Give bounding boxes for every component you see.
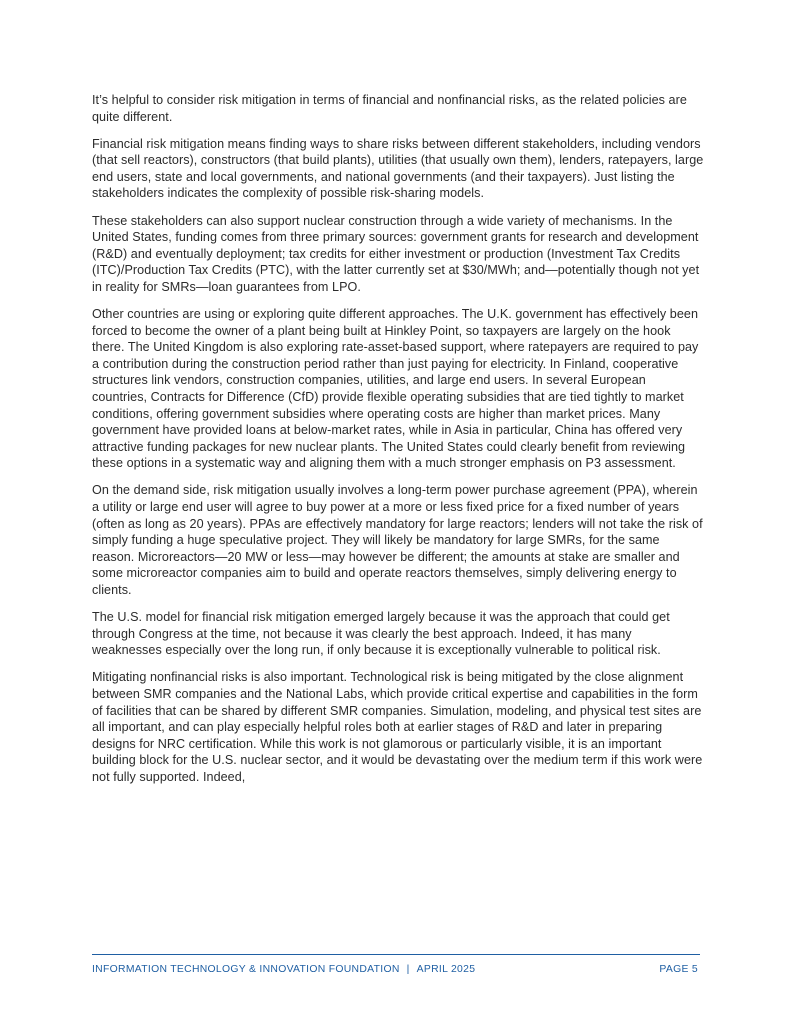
paragraph: Financial risk mitigation means finding ways to share risks between different stakeholders, including vendors (that sell reactors), constructors (that build plants), utilities (that usually own them), lenders, ratepayers, large end users, state and local governments, and national governments (and their taxpayers). Just listing the stakeholders indicates the complexity of possible risk-sharing models.	[92, 136, 704, 201]
footer-organization: INFORMATION TECHNOLOGY & INNOVATION FOUNDATION	[92, 964, 400, 975]
footer-divider	[92, 954, 700, 955]
footer-date: APRIL 2025	[416, 964, 476, 975]
paragraph: These stakeholders can also support nuclear construction through a wide variety of mechanisms. In the United States, funding comes from three primary sources: government grants for research and development (R&D) and eventually deployment; tax credits for either investment or production (Investment Tax Credits (ITC)/Production Tax Credits (PTC), with the latter currently set at $30/MWh; and—potentially though not yet in reality for SMRs—loan guarantees from LPO.	[92, 213, 700, 294]
page-number: PAGE 5	[659, 964, 698, 975]
paragraph: Other countries are using or exploring quite different approaches. The U.K. government has effectively been forced to become the owner of a plant being built at Hinkley Point, so taxpayers are largely on the hook there. The United Kingdom is also exploring rate-asset-based support, where ratepayers are required to pay a contribution during the construction period rather than just paying for electricity. In Finland, cooperative structures link vendors, construction companies, utilities, and large end users. In several European countries, Contracts for Difference (CfD) provide flexible operating subsidies that are tied tightly to market conditions, offering government subsidies where operating costs are higher than market prices. Many government have provided loans at below-market rates, while in Asia in particular, China has offered very attractive funding packages for new nuclear plants. The United States could clearly benefit from reviewing these options in a systematic way and aligning them with a much stronger emphasis on P3 assessment.	[92, 307, 699, 471]
body-text	[92, 92, 704, 796]
footer-separator: |	[406, 964, 410, 975]
paragraph: On the demand side, risk mitigation usually involves a long-term power purchase agreement (PPA), wherein a utility or large end user will agree to buy power at a more or less fixed price for a fixed number of years (often as long as 20 years). PPAs are effectively mandatory for large reactors; lenders will not take the risk of simply funding a huge speculative project. They will likely be mandatory for large SMRs, for the same reason. Microreactors—20 MW or less—may however be different; the amounts at stake are smaller and some microreactor companies aim to build and operate reactors themselves, simply delivering energy to clients.	[92, 483, 703, 598]
paragraph: It’s helpful to consider risk mitigation in terms of financial and nonfinancial risks, as the related policies are quite different.	[92, 93, 687, 124]
page-footer	[92, 964, 700, 975]
paragraph: Mitigating nonfinancial risks is also important. Technological risk is being mitigated by the close alignment between SMR companies and the National Labs, which provide critical expertise and capabilities in the form of facilities that can be shared by different SMR companies. Simulation, modeling, and physical test sites are all important, and can play especially helpful roles both at earlier stages of R&D and later in preparing designs for NRC certification. While this work is not glamorous or particularly visible, it is an important building block for the U.S. nuclear sector, and it would be devastating over the medium term if this work were not fully supported. Indeed,	[92, 670, 703, 784]
paragraph: The U.S. model for financial risk mitigation emerged largely because it was the approach that could get through Congress at the time, not because it was clearly the best approach. Indeed, it has many weaknesses especially over the long run, if only because it is exceptionally vulnerable to political risk.	[92, 610, 670, 658]
